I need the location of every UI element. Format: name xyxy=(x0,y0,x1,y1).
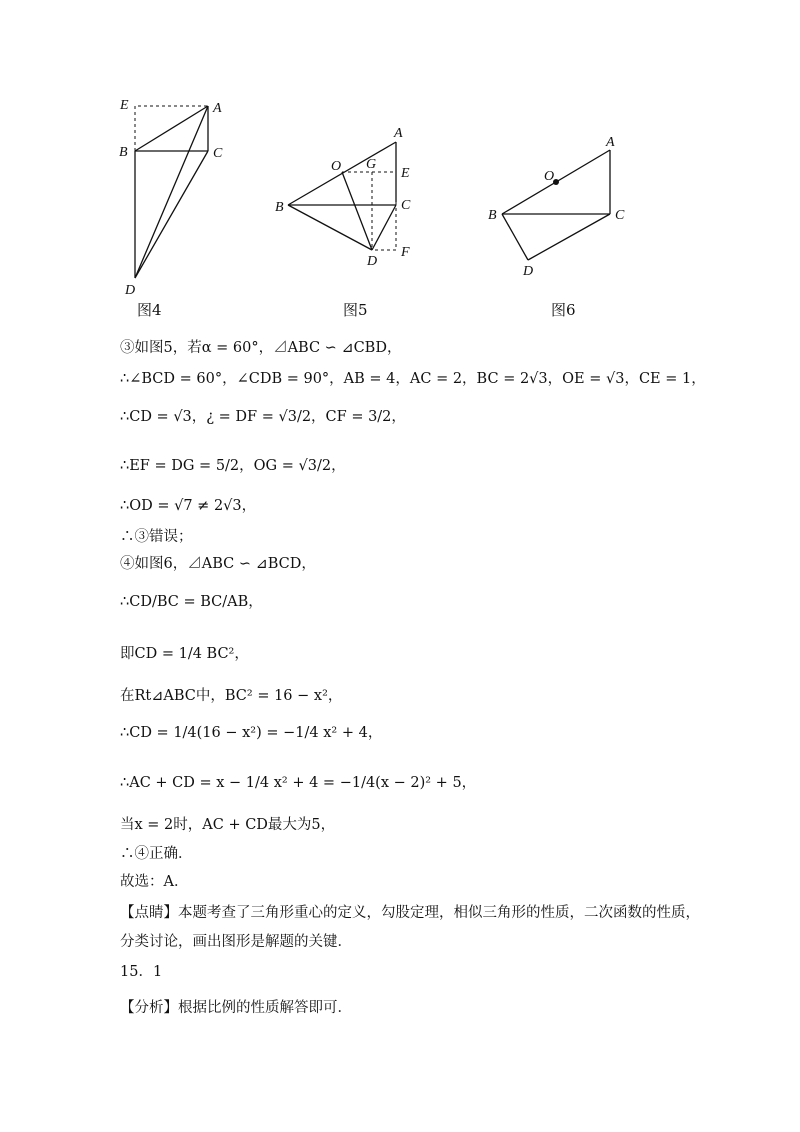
fig4-label-C: C xyxy=(213,146,223,161)
fig6-label-O: O xyxy=(544,169,555,184)
solution-line-6: ∴③错误； xyxy=(120,529,193,545)
fig5-label-D: D xyxy=(367,254,378,269)
solution-line-13: 当x = 2时，AC + CD最大为5， xyxy=(120,817,336,833)
fig6-label-B: B xyxy=(488,208,497,223)
fig4-label-A: A xyxy=(213,101,222,116)
solution-line-10: 在Rt⊿ABC中，BC² = 16 − x²， xyxy=(120,688,343,704)
fig5-label-O: O xyxy=(331,159,342,174)
figure-5 xyxy=(268,120,428,270)
solution-line-8: ∴CD/BC = BC/AB， xyxy=(120,594,263,610)
fig5-label-F: F xyxy=(401,245,410,260)
fig6-label-C: C xyxy=(615,208,625,223)
fig6-label-A: A xyxy=(606,135,615,150)
fig5-label-E: E xyxy=(401,166,410,181)
fig5-label-C: C xyxy=(401,198,411,213)
solution-line-3: ∴CD = √3，¿ = DF = √3/2，CF = 3/2， xyxy=(120,409,406,425)
solution-line-12: ∴AC + CD = x − 1/4 x² + 4 = −1/4(x − 2)² + 5， xyxy=(120,775,477,791)
solution-line-14: ∴④正确． xyxy=(120,846,193,862)
analysis-line: 【分析】根据比例的性质解答即可． xyxy=(120,1000,352,1016)
solution-line-9: 即CD = 1/4 BC²， xyxy=(120,646,249,662)
fig5-label-B: B xyxy=(275,200,284,215)
figure-6-caption: 图6 xyxy=(551,301,576,319)
solution-line-2: ∴∠BCD = 60°，∠CDB = 90°，AB = 4，AC = 2，BC = 2√3，OE = √3，CE = 1， xyxy=(120,371,706,387)
solution-line-7: ④如图6，⊿ABC ∽ ⊿BCD， xyxy=(120,556,316,572)
solution-line-4: ∴EF = DG = 5/2，OG = √3/2， xyxy=(120,458,346,474)
fig4-label-D: D xyxy=(125,283,136,298)
question-15-answer: 15．1 xyxy=(120,964,163,980)
fig4-label-E: E xyxy=(120,98,129,113)
solution-line-15: 故选：A． xyxy=(120,874,189,890)
figure-4-caption: 图4 xyxy=(137,301,162,319)
fig5-label-A: A xyxy=(394,126,403,141)
solution-line-11: ∴CD = 1/4(16 − x²) = −1/4 x² + 4， xyxy=(120,725,383,741)
remark-line-1: 【点睛】本题考查了三角形重心的定义，勾股定理，相似三角形的性质，二次函数的性质， xyxy=(120,905,700,921)
fig5-label-G: G xyxy=(366,157,377,172)
figure-6 xyxy=(480,128,640,278)
fig6-label-D: D xyxy=(523,264,534,278)
fig4-label-B: B xyxy=(119,145,128,160)
remark-line-2: 分类讨论，画出图形是解题的关键． xyxy=(120,934,352,950)
figure-4 xyxy=(110,90,240,305)
figure-5-caption: 图5 xyxy=(343,301,368,319)
solution-line-5: ∴OD = √7 ≠ 2√3， xyxy=(120,498,257,514)
solution-line-1: ③如图5，若α = 60°，⊿ABC ∽ ⊿CBD， xyxy=(120,340,402,356)
